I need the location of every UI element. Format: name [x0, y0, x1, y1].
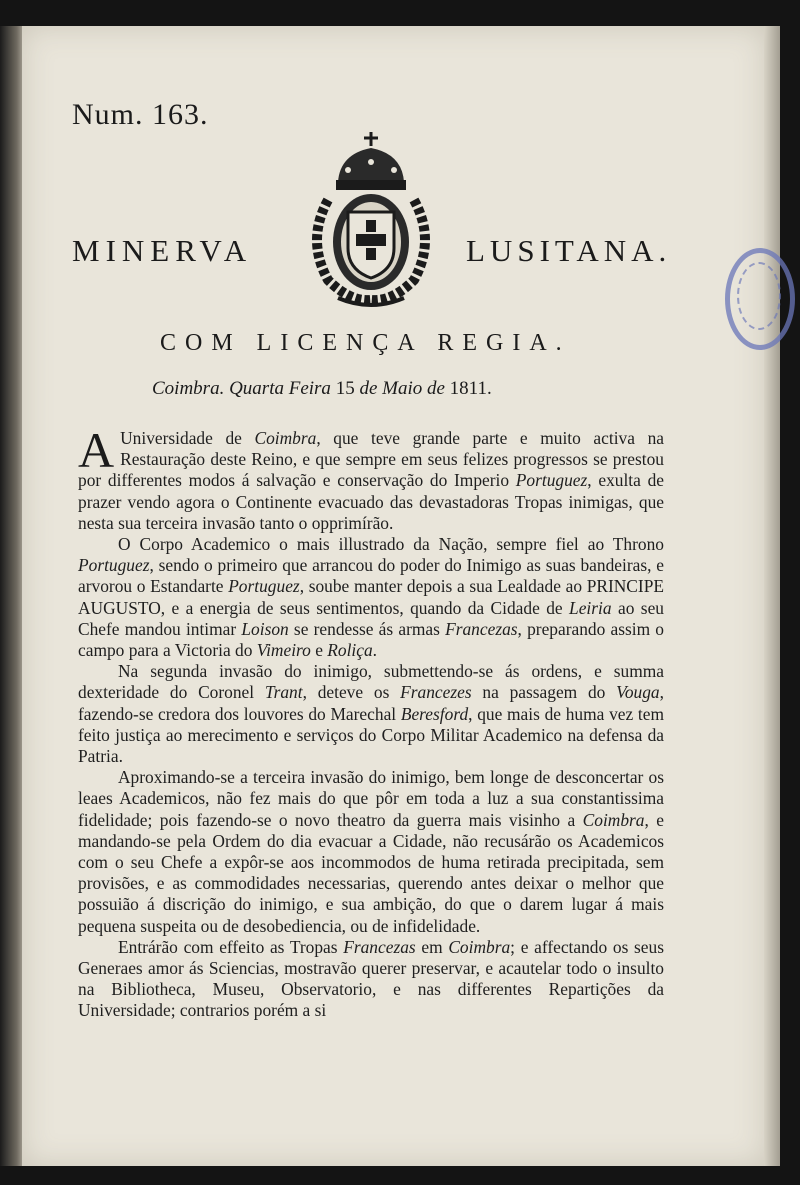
- italic-text: Beresford: [400, 703, 469, 724]
- text: Entrárão com effeito as Tropas: [118, 936, 344, 957]
- italic-text: Vimeiro: [256, 640, 311, 661]
- date-de: de: [426, 378, 445, 399]
- paragraph-4: [78, 767, 664, 937]
- text: ao seu Chefe mandou intimar: [78, 597, 664, 639]
- paragraph-3: [78, 661, 664, 767]
- italic-text: Coimbra: [254, 428, 317, 448]
- date-city: Coimbra.: [152, 378, 225, 399]
- text: se rendesse ás armas: [288, 618, 446, 639]
- paragraph-1: [78, 422, 664, 534]
- royal-coat-of-arms-icon: [298, 130, 444, 310]
- text: em: [415, 936, 449, 957]
- date-de: de: [359, 378, 378, 399]
- text: Aproximando-se a terceira invasão do inimigo, bem longe de desconcertar os leaes Academicos, não fez mais do que pôr em toda a luz a sua constantissima fidelidade; pois fazendo-se o novo theatro da guerra mais visinho a: [78, 767, 664, 830]
- italic-text: Portuguez: [228, 576, 300, 597]
- text: O Corpo Academico o mais illustrado da Nação, sempre fiel ao Throno: [118, 534, 664, 555]
- text: ; e affectando os seus Generaes amor ás Sciencias, mostravão querer preservar, e acautelar todo o insulto na Bibliotheca, Museu, Observatorio, e nas differentes Repartições da Universidade; contrarios porém a si: [78, 936, 664, 1021]
- text: , fazendo-se credora dos louvores do Marechal: [78, 682, 664, 724]
- masthead-title-right: LUSITANA.: [466, 233, 672, 268]
- italic-text: Coimbra: [448, 936, 511, 957]
- date-day: 15: [335, 378, 355, 399]
- paragraph-2: [78, 534, 664, 661]
- italic-text: Roliça: [327, 640, 373, 661]
- italic-text: Francezas: [445, 618, 518, 639]
- page-edge: [764, 26, 780, 1166]
- text: , deteve os: [302, 682, 401, 703]
- text: , e mandando-se pela Ordem do dia evacuar a Cidade, não recusárão os Academicos com o seu Chefe a expôr-se aos incommodos de huma retirada precipitada, sem provisões, e as commodidades necessarias, querendo antes deixar o melhor que possuião á discrição do inimigo, e sua ambição, do que o darem lugar á mais pequena suspeita ou de desobediencia, ou de infidelidade.: [78, 809, 664, 936]
- text: , exulta de prazer vendo agora o Continente evacuado das devastadoras Tropas inimigas, que nesta sua terceira invasão tanto o opprimírão.: [78, 470, 664, 533]
- drop-cap: A: [78, 422, 115, 478]
- italic-text: Coimbra: [582, 809, 645, 830]
- text: , que teve grande parte e muito activa na Restauração deste Reino, e que sempre em seus felizes progressos se prestou por differentes modos á salvação e conservação do Imperio: [78, 428, 664, 491]
- date-weekday: Quarta Feira: [229, 378, 331, 399]
- text: , que mais de huma vez tem feito justiça ao merecimento e serviços do Corpo Militar Academico na defensa da Patria.: [78, 703, 665, 767]
- italic-text: Loison: [241, 618, 289, 639]
- text: .: [372, 640, 378, 661]
- text: Universidade de: [120, 428, 255, 448]
- italic-text: Leiria: [569, 597, 612, 618]
- masthead-title-left: MINERVA: [72, 233, 253, 268]
- italic-text: Portuguez: [78, 555, 150, 576]
- text: , preparando assim o campo para a Victoria do: [78, 618, 665, 661]
- paragraph-5: [78, 937, 664, 1022]
- italic-text: Francezes: [400, 682, 472, 703]
- issue-number: Num. 163.: [72, 98, 209, 131]
- text: na passagem do: [471, 682, 617, 703]
- italic-text: Vouga: [616, 682, 660, 703]
- text: e: [310, 640, 328, 661]
- italic-text: Trant: [264, 682, 303, 703]
- dateline: [152, 378, 492, 400]
- date-year: 1811.: [449, 378, 492, 399]
- article-body: [78, 422, 665, 1022]
- italic-text: Francezas: [343, 936, 416, 957]
- library-stamp-inner: [737, 262, 781, 330]
- text: Na segunda invasão do inimigo, submettendo-se ás ordens, e summa dexteridade do Coronel: [78, 661, 664, 703]
- italic-text: Portuguez: [515, 470, 588, 491]
- text: , soube manter depois a sua Lealdade ao PRINCIPE AUGUSTO, e a energia de seus sentimentos, quando da Cidade de: [78, 576, 664, 618]
- royal-licence-line: COM LICENÇA REGIA.: [160, 330, 571, 356]
- date-month: Maio: [382, 378, 423, 399]
- text: , sendo o primeiro que arrancou do poder do Inimigo as suas bandeiras, e arvorou o Estandarte: [78, 555, 664, 597]
